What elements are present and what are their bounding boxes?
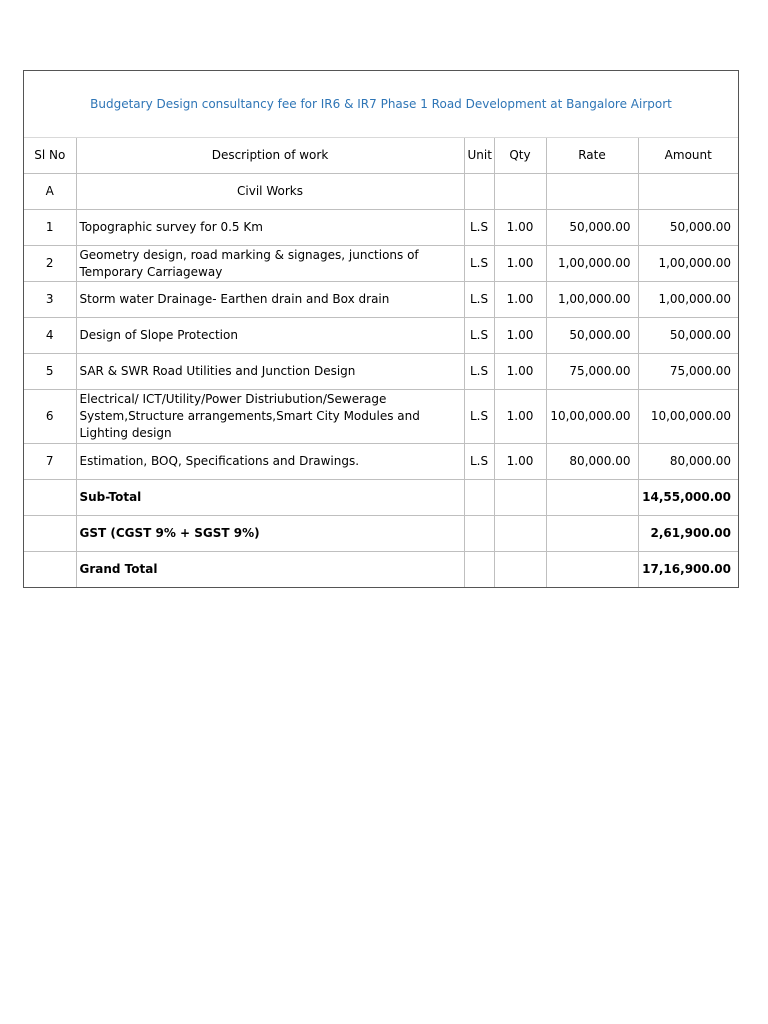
row-qty: 1.00 — [494, 210, 546, 246]
row-rate: 50,000.00 — [546, 210, 638, 246]
fee-sheet — [23, 70, 739, 588]
row-unit: L.S — [464, 390, 494, 444]
section-row — [24, 174, 738, 210]
gst-label: GST (CGST 9% + SGST 9%) — [76, 516, 464, 552]
header-amount: Amount — [638, 138, 738, 174]
grand-total-label: Grand Total — [76, 552, 464, 588]
empty-cell — [24, 552, 76, 588]
empty-cell — [546, 552, 638, 588]
table-row — [24, 210, 738, 246]
header-unit: Unit — [464, 138, 494, 174]
row-qty: 1.00 — [494, 444, 546, 480]
header-description: Description of work — [76, 138, 464, 174]
row-rate: 10,00,000.00 — [546, 390, 638, 444]
grand-total-row — [24, 552, 738, 588]
row-rate: 1,00,000.00 — [546, 246, 638, 282]
row-qty: 1.00 — [494, 246, 546, 282]
table-row — [24, 390, 738, 444]
header-rate: Rate — [546, 138, 638, 174]
empty-cell — [24, 516, 76, 552]
row-description: SAR & SWR Road Utilities and Junction Design — [76, 354, 464, 390]
sheet-title: Budgetary Design consultancy fee for IR6 & IR7 Phase 1 Road Development at Bangalore Airport — [24, 71, 738, 138]
row-rate: 50,000.00 — [546, 318, 638, 354]
row-description: Geometry design, road marking & signages, junctions of Temporary Carriageway — [76, 246, 464, 282]
row-sl: 5 — [24, 354, 76, 390]
section-code: A — [24, 174, 76, 210]
subtotal-amount: 14,55,000.00 — [638, 480, 738, 516]
empty-cell — [464, 552, 494, 588]
row-rate: 75,000.00 — [546, 354, 638, 390]
row-description: Storm water Drainage- Earthen drain and Box drain — [76, 282, 464, 318]
row-sl: 7 — [24, 444, 76, 480]
header-sl-no: Sl No — [24, 138, 76, 174]
empty-cell — [464, 516, 494, 552]
table-row — [24, 282, 738, 318]
table-row — [24, 246, 738, 282]
empty-cell — [24, 480, 76, 516]
row-description: Electrical/ ICT/Utility/Power Distriubution/Sewerage System,Structure arrangements,Smart City Modules and Lighting design — [76, 390, 464, 444]
header-row — [24, 138, 738, 174]
empty-cell — [638, 174, 738, 210]
table-row — [24, 318, 738, 354]
row-sl: 6 — [24, 390, 76, 444]
gst-row — [24, 516, 738, 552]
empty-cell — [464, 480, 494, 516]
row-rate: 80,000.00 — [546, 444, 638, 480]
row-amount: 75,000.00 — [638, 354, 738, 390]
empty-cell — [494, 174, 546, 210]
empty-cell — [464, 174, 494, 210]
row-amount: 80,000.00 — [638, 444, 738, 480]
table-row — [24, 354, 738, 390]
row-description: Design of Slope Protection — [76, 318, 464, 354]
row-amount: 50,000.00 — [638, 318, 738, 354]
row-rate: 1,00,000.00 — [546, 282, 638, 318]
row-description: Topographic survey for 0.5 Km — [76, 210, 464, 246]
row-qty: 1.00 — [494, 354, 546, 390]
row-unit: L.S — [464, 318, 494, 354]
row-sl: 3 — [24, 282, 76, 318]
row-unit: L.S — [464, 246, 494, 282]
empty-cell — [546, 174, 638, 210]
row-description: Estimation, BOQ, Specifications and Drawings. — [76, 444, 464, 480]
subtotal-row — [24, 480, 738, 516]
fee-table — [24, 138, 738, 587]
row-qty: 1.00 — [494, 390, 546, 444]
row-unit: L.S — [464, 444, 494, 480]
row-unit: L.S — [464, 282, 494, 318]
gst-amount: 2,61,900.00 — [638, 516, 738, 552]
row-amount: 10,00,000.00 — [638, 390, 738, 444]
row-qty: 1.00 — [494, 318, 546, 354]
row-unit: L.S — [464, 354, 494, 390]
row-sl: 2 — [24, 246, 76, 282]
empty-cell — [494, 480, 546, 516]
empty-cell — [494, 552, 546, 588]
row-amount: 1,00,000.00 — [638, 282, 738, 318]
empty-cell — [546, 480, 638, 516]
row-qty: 1.00 — [494, 282, 546, 318]
table-row — [24, 444, 738, 480]
section-name: Civil Works — [76, 174, 464, 210]
row-amount: 50,000.00 — [638, 210, 738, 246]
row-sl: 1 — [24, 210, 76, 246]
row-sl: 4 — [24, 318, 76, 354]
header-qty: Qty — [494, 138, 546, 174]
row-amount: 1,00,000.00 — [638, 246, 738, 282]
empty-cell — [546, 516, 638, 552]
grand-total-amount: 17,16,900.00 — [642, 562, 731, 576]
empty-cell — [494, 516, 546, 552]
row-unit: L.S — [464, 210, 494, 246]
subtotal-label: Sub-Total — [76, 480, 464, 516]
